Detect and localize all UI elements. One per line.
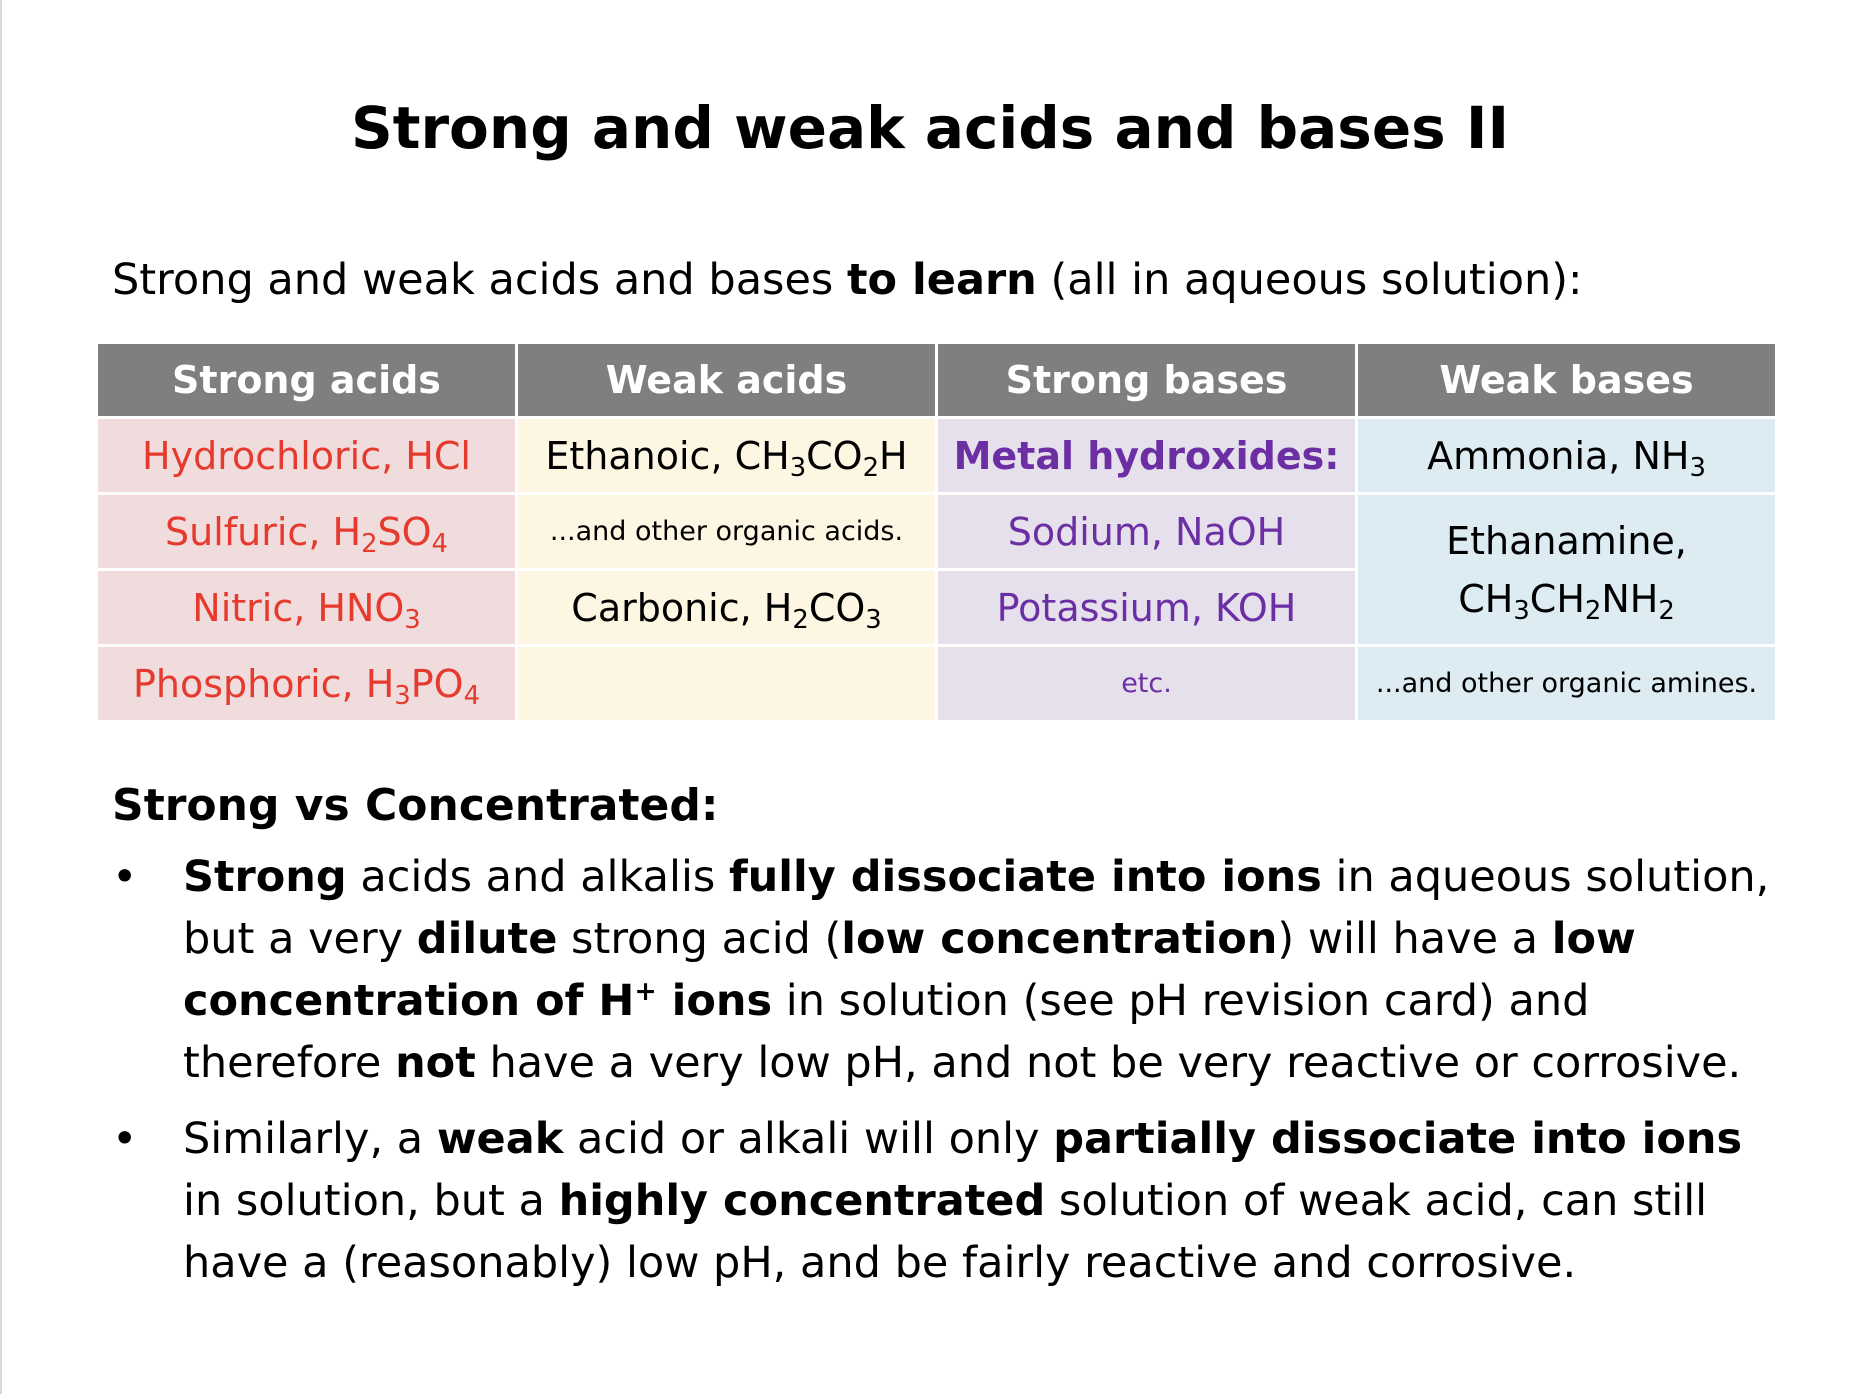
ethanoic-sub-1: 3 xyxy=(789,452,807,483)
cell-empty xyxy=(517,646,937,722)
cell-ammonia xyxy=(1357,418,1777,494)
ethanoic-sub-2: 2 xyxy=(862,452,880,483)
header-strong-bases: Strong bases xyxy=(937,343,1357,418)
carbonic-text-1: Carbonic, H xyxy=(571,585,793,630)
intro-text xyxy=(112,252,1583,308)
nitric-text: Nitric, HNO xyxy=(192,585,405,630)
cell-metal-hydroxides: Metal hydroxides: xyxy=(937,418,1357,494)
nitric-sub: 3 xyxy=(404,604,421,635)
ethanoic-text-3: H xyxy=(879,433,908,478)
sulfuric-sub-1: 2 xyxy=(361,528,378,559)
ethanamine-text-1: CH xyxy=(1458,576,1514,621)
bullet-list xyxy=(112,846,1772,1308)
ammonia-sub: 3 xyxy=(1689,452,1706,483)
phosphoric-sub-1: 3 xyxy=(394,680,411,711)
bullet-marker: • xyxy=(112,852,138,902)
ethanamine-sub-2: 2 xyxy=(1584,595,1602,626)
section-heading: Strong vs Concentrated: xyxy=(112,780,719,831)
header-weak-bases: Weak bases xyxy=(1357,343,1777,418)
sulfuric-text-1: Sulfuric, H xyxy=(165,509,362,554)
cell-etc: etc. xyxy=(937,646,1357,722)
cell-phosphoric xyxy=(97,646,517,722)
carbonic-sub-1: 2 xyxy=(792,604,809,635)
carbonic-text-2: CO xyxy=(808,585,866,630)
sulfuric-text-2: SO xyxy=(377,509,432,554)
cell-potassium-hydroxide: Potassium, KOH xyxy=(937,570,1357,646)
cell-ethanamine xyxy=(1357,494,1777,646)
phosphoric-text-2: PO xyxy=(410,661,464,706)
bullet-marker: • xyxy=(112,1114,138,1164)
ethanamine-text-3: NH xyxy=(1601,576,1659,621)
ethanamine-sub-1: 3 xyxy=(1513,595,1530,626)
header-weak-acids: Weak acids xyxy=(517,343,937,418)
phosphoric-sub-2: 4 xyxy=(463,680,480,711)
ethanamine-sub-3: 2 xyxy=(1658,595,1675,626)
ethanoic-text-2: CO xyxy=(806,433,863,478)
cell-ethanoic xyxy=(517,418,937,494)
ethanoic-text-1: Ethanoic, CH xyxy=(545,433,790,478)
header-strong-acids: Strong acids xyxy=(97,343,517,418)
list-item: • Strong acids and alkalis fully dissociate into ions in aqueous solution, but a very dilute strong acid (low concentration) will have a low concentration of H+ ions in solution (see pH revision card) and therefore not have a very low pH, and not be very reactive or corrosive. xyxy=(112,846,1772,1094)
carbonic-sub-2: 3 xyxy=(865,604,882,635)
intro-part1: Strong and weak acids and bases xyxy=(112,255,847,305)
phosphoric-text-1: Phosphoric, H xyxy=(132,661,395,706)
acids-bases-table xyxy=(95,341,1778,723)
cell-other-organic-acids: ...and other organic acids. xyxy=(517,494,937,570)
ethanamine-line1: Ethanamine, xyxy=(1446,518,1687,563)
cell-carbonic xyxy=(517,570,937,646)
cell-sulfuric xyxy=(97,494,517,570)
cell-sodium-hydroxide: Sodium, NaOH xyxy=(937,494,1357,570)
ammonia-text: Ammonia, NH xyxy=(1427,433,1690,478)
slide-edge xyxy=(0,0,2,1394)
table-header-row xyxy=(97,343,1777,418)
list-item: • Similarly, a weak acid or alkali will only partially dissociate into ions in solution, but a highly concentrated solution of weak acid, can still have a (reasonably) low pH, and be fairly reactive and corrosive. xyxy=(112,1108,1772,1294)
table-row xyxy=(97,494,1777,570)
cell-nitric xyxy=(97,570,517,646)
table-row xyxy=(97,418,1777,494)
cell-other-organic-amines: ...and other organic amines. xyxy=(1357,646,1777,722)
cell-hydrochloric: Hydrochloric, HCl xyxy=(97,418,517,494)
table-row xyxy=(97,646,1777,722)
page-title: Strong and weak acids and bases II xyxy=(350,94,1510,162)
intro-bold: to learn xyxy=(846,255,1037,305)
intro-part2: (all in aqueous solution): xyxy=(1036,255,1583,305)
ethanamine-text-2: CH xyxy=(1529,576,1585,621)
sulfuric-sub-2: 4 xyxy=(431,528,448,559)
